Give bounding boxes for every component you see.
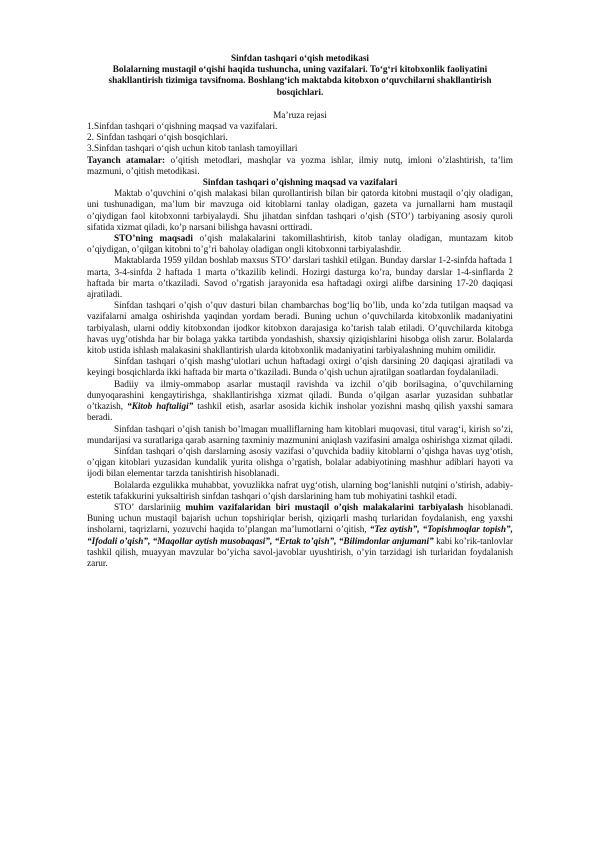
- paragraph-2-text: o’qish malakalarini takomillashtirish, kitob tanlay oladigan, muntazam kitob o’qiydigan, o’qilgan kitobni to’g’ri baholay oladigan ongli kitobxonni tarbiyalashdir.: [87, 234, 513, 256]
- paragraph-4: Sinfdan tashqari o’qish o’quv dasturi bilan chambarchas bog‘liq bo’lib, unda ko’zda tutilgan maqsad va vazifalarni amalga oshirishda yaqindan yordam beradi. Buning uchun o’quvchilarda kitobxonlik madaniyatini tarbiyalash, ularni oddiy kitobxondan ijodkor kitobxon darajasiga ko’tarish talab etiladi. O’quvchilarda kitobga havas uyg’otishda har bir bolaga yakka tartibda yondashish, shaxsiy qiziqishlarini hisobga olish zarur. Bolalarda kitob ustida ishlash malakasini shakllantirish ularda kitobxonlik madaniyatini tarbiyalashning muhim omilidir.: [87, 301, 513, 357]
- document-page: [87, 54, 513, 570]
- keywords: [87, 156, 513, 178]
- paragraph-10-end: kabi ko’rik-tanlovlar tashkil qilish, muayyan mavzular bo’yicha savol-javoblar uyushtirish, o’yin tarzidagi ish turlaridan foydalanish zarur.: [87, 536, 513, 569]
- paragraph-10-start: STO’ darslariniig: [114, 502, 186, 513]
- paragraph-10: [87, 503, 513, 570]
- document-title: [87, 54, 513, 99]
- paragraph-5: Sinfdan tashqari o’qish mashg‘ulotlari uchun haftadagi oxirgi o’qish darsining 20 daqiqasi ajratiladi va keyingi bosqichlarda ikki haftada bir marta o’tkaziladi. Bunda o’qish uchun ajratilgan soatlardan foydalaniladi.: [87, 357, 513, 379]
- title-line-2: Bolalarning mustaqil o‘qishi haqida tushuncha, uning vazifalari. To‘g‘ri kitobxonlik faoliyatini shakllantirish tizimiga tavsifnoma. Boshlang‘ich maktabda kitobxon o‘quvchilarni shakllantirish bosqichlari.: [108, 65, 492, 98]
- paragraph-7: Sinfdan tashqari o’qish tanish bo’lmagan mualliflarning ham kitoblari muqovasi, titul varag‘i, kirish so’zi, mundarijasi va suratlariga qarab asarning taxminiy mazmunini aniqlash vazifasini amalga oshirishga xizmat qiladi.: [87, 424, 513, 446]
- plan-item-2: 2. Sinfdan tashqari o‘qish bosqichlari.: [87, 133, 228, 144]
- paragraph-8: Sinfdan tashqari o’qish darslarning asosiy vazifasi o’quvchida badiiy kitoblarni o’qishga havas uyg‘otish, o’qigan kitoblari yuzasidan kundalik yurita olishga o’rgatish, bolalar adabiyotining mashhur adiblari hayoti va ijodi bilan elementar tarzda tanishtirish hisoblanadi.: [87, 446, 513, 480]
- paragraph-1: Maktab o’quvchini o’qish malakasi bilan qurollantirish bilan bir qatorda kitobni mustaqil o’qiy oladigan, uni tushunadigan, ma’lum bir mavzuga oid kitoblarni tanlay oladigan, gazeta va jurnallarni ham mustaqil o’qiydigan faol kitobxonni tarbiyalaydi. Shu jihatdan sinfdan tashqari o’qish (STO’) tarbiyaning asosiy quroli sifatida xizmat qiladi, ko’p narsani bilishga havasni orttiradi.: [87, 189, 513, 233]
- title-line-1: Sinfdan tashqari o‘qish metodikasi: [230, 54, 370, 64]
- paragraph-6-emphasis: “Kitob haftaligi”: [127, 402, 194, 413]
- paragraph-2: [87, 234, 513, 256]
- keywords-text: o’qitish metodlari, mashqlar va yozma ishlar, ilmiy nutq, imloni o’zlashtirish, ta’lim mazmuni, o’qitish metodikasi.: [87, 155, 513, 177]
- keywords-label: Tayanch atamalar:: [87, 155, 166, 166]
- paragraph-2-bold: STO’ning maqsadi: [114, 234, 193, 245]
- paragraph-10-bold: muhim vazifalaridan biri mustaqil o’qish malakalarini tarbiyalash: [185, 502, 464, 513]
- plan-heading: Ma’ruza rejasi: [273, 110, 327, 121]
- paragraph-10-mid: hisoblanadi. Buning uchun mustaqil bajarish uchun topshiriqlar berish, qiziqarli mashq turlaridan foydalanish, eng yaxshi insholarni, taqrizlarni, yozuvchi haqida to’plangan ma’lumotlarni o’qitish,: [87, 502, 513, 536]
- paragraph-6: [87, 380, 513, 425]
- paragraph-6-start: Badiiy va ilmiy-ommabop asarlar mustaqil ravishda va izchil o’qib borilsagina, o’quvchilarning dunyoqarashini kengaytirishga, shakllantirishga xizmat qiladi. Bunda o’qilgan asarlar yuzasidan suhbatlar o’tkazish,: [87, 379, 513, 413]
- section-title: Sinfdan tashqari o’qishning maqsad va vazifalari: [202, 178, 398, 189]
- plan-item-3: 3.Sinfdan tashqari o‘qish uchun kitob tanlash tamoyillari: [87, 144, 298, 155]
- paragraph-6-end: tashkil etish, asarlar asosida kichik insholar yozishni mashq qilish yaxshi samara beradi.: [87, 402, 513, 424]
- paragraph-9: Bolalarda ezgulikka muhabbat, yovuzlikka nafrat uyg‘otish, ularning bog‘lanishli nutqini o’stirish, adabiy-estetik tafakkurini yuksaltirish sinfdan tashqari o’qish darslarining ham tub mohiyatini tashkil etadi.: [87, 480, 513, 502]
- paragraph-3: Maktablarda 1959 yildan boshlab maxsus STO’ darslari tashkil etilgan. Bunday darslar 1-2-sinfda haftada 1 marta, 3-4-sinfda 2 haftada 1 marta o’tkazilib kelindi. Hozirgi dasturga ko’ra, bunday darslar 1-4-sinflarda 2 haftada bir marta o’tkaziladi. Savod o’rgatish jarayonida esa haftadagi oxirgi alifbe darsining 17-20 daqiqasi ajratiladi.: [87, 256, 513, 301]
- paragraph-10-emphasis: “Tez aytish”, “Topishmoqlar topish”, “Ifodali o’qish”, “Maqollar aytish musobaqasi”, “Ertak to’qish”, “Bilimdonlar anjumani”: [87, 525, 513, 547]
- plan-item-1: 1.Sinfdan tashqari o‘qishning maqsad va vazifalari.: [87, 122, 278, 133]
